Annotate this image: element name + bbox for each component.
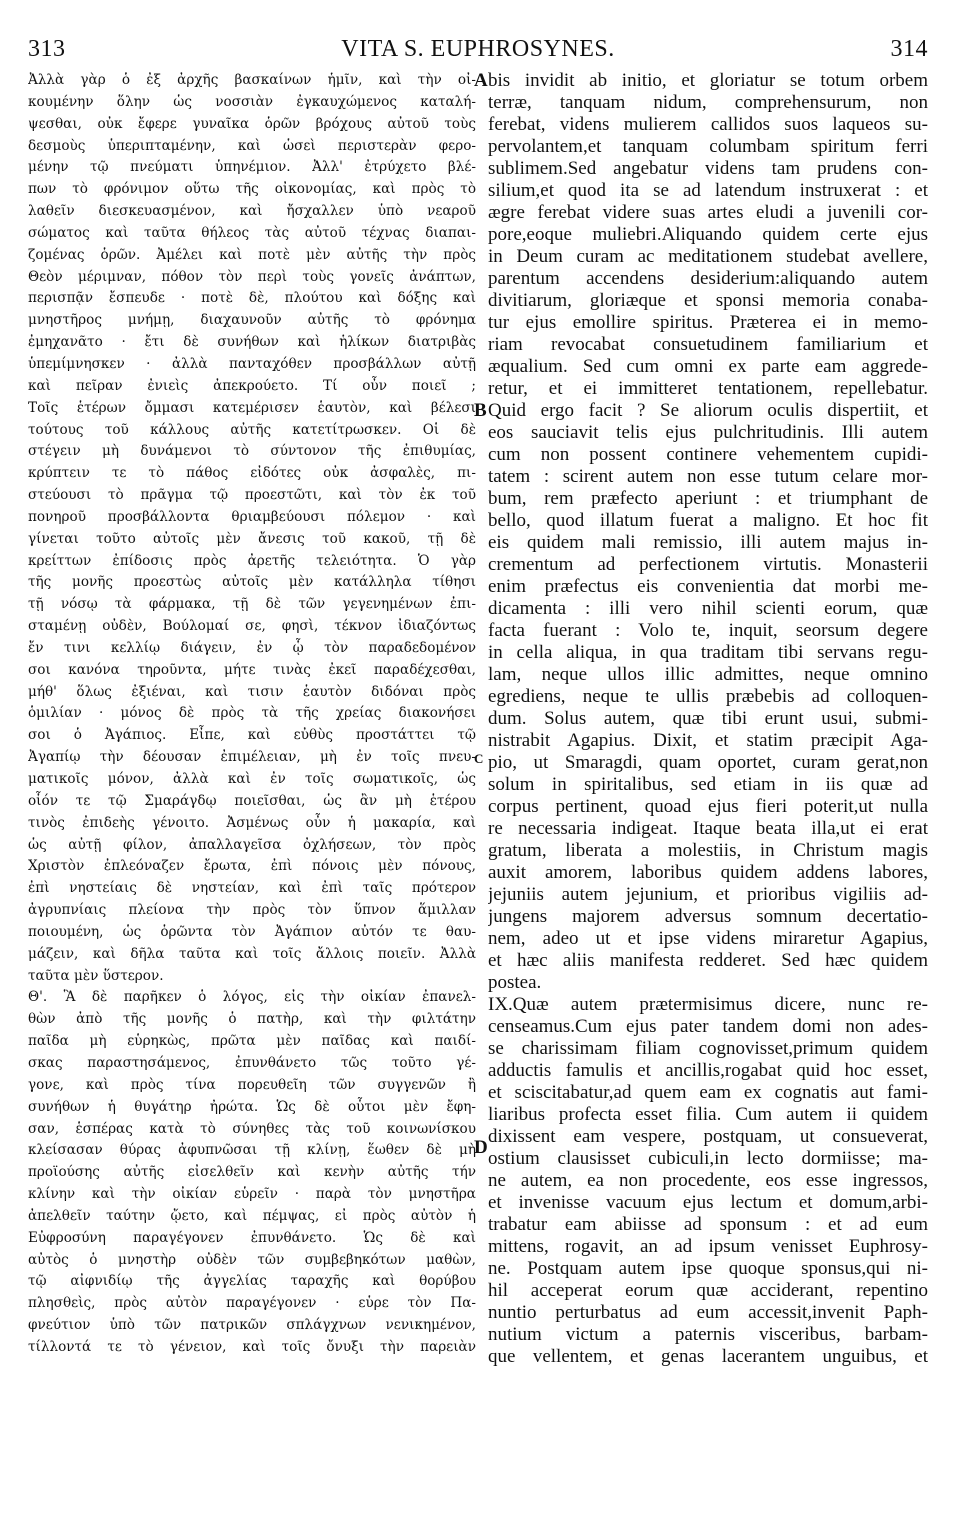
text-line: hil acceperat eorum quæ acciderant, repentino	[488, 1280, 928, 1301]
text-line: σώματος καὶ ταῦτα θήλεος τὰς αὐτοῦ τέχνας διαπαι-	[28, 224, 476, 241]
text-line: ποιουμένη, ὡς ὁρῶντα τὸν Ἀγάπιον αὐτόν τε θαυ-	[28, 923, 476, 940]
text-line: τίλλοντά τε τὸ γένειον, καὶ τοῖς ὄνυξι τὴν παρειὰν	[28, 1338, 476, 1355]
text-line: μάζειν, καὶ δῆλα ταῦτα καὶ τοῖς ἄλλοις ποιεῖν. Ἀλλὰ	[28, 945, 476, 962]
text-line: facta fuerant : Volo te, inquit, seorsum degere	[488, 620, 928, 641]
text-line: adductis famulis et ancillis,rogabat quid hoc esset,	[488, 1060, 928, 1081]
text-line: Θεὸν μέριμναν, πόθον τὸν περὶ τοὺς γονεῖς ἀνάπτων,	[28, 268, 476, 285]
text-line: ostium clausisset cubiculi,in lecto dormiisse; ma-	[488, 1148, 928, 1169]
text-line: cum non possent continere vehementem cupidi-	[488, 444, 928, 465]
text-line: φνεύτιον ὑπὸ τῶν πατρικῶν σπλάγχνων νενικημένον,	[28, 1317, 476, 1334]
text-line: ψεσθαι, οὐκ ἔφερε γυναῖκα ὁρῶν βρόχους αὐτοῦ τοὺς	[28, 115, 476, 132]
text-line: λαθεῖν διεσκευασμένον, καὶ ἤσχαλλεν ὑπὸ νεαροῦ	[28, 203, 476, 220]
margin-marker-a: A	[474, 70, 488, 91]
text-line: lam, neque ullos illic admittes, neque omnino	[488, 664, 928, 685]
text-line: Ἀλλὰ γὰρ ὁ ἐξ ἀρχῆς βασκαίνων ἡμῖν, καὶ τὴν οἰ-	[28, 72, 476, 88]
text-line: Τοῖς ἑτέρων ὄμμασι κατεμέρισεν ἑαυτὸν, καὶ βέλεσι	[28, 399, 476, 416]
text-line: Ἀγαπίῳ τὴν δέουσαν ἐπιμέλειαν, μὴ ἐν τοῖς πνευ-	[28, 749, 476, 766]
text-line: jejuniis autem jejunium, et prioribus vigiliis ad-	[488, 884, 928, 905]
text-line: ἐμηχανᾶτο · ἔτι δὲ συνήθων καὶ ἡλίκων διατριβὰς	[28, 334, 476, 351]
text-line: et invenisse vacuum ejus lectum et domum,arbi-	[488, 1192, 928, 1213]
text-line: æqualium. Sed cum omni ex parte eam aggrede-	[488, 356, 928, 377]
text-line: tur ejus emollire spiritus. Præterea ei in memo-	[488, 312, 928, 333]
text-line: silium,et quod ita se ad latendum instruxerat : et	[488, 180, 928, 201]
text-line: ματικοῖς μόνον, ἀλλὰ καὶ ἐν τοῖς σωματικοῖς, ὡς	[28, 771, 476, 787]
text-line: τῇ νόσῳ τὰ φάρμακα, τῇ δὲ τῶν γεγενημένων ἐπι-	[28, 596, 476, 613]
text-line: τῆς μονῆς προεστὼς αὐτοῖς μὲν κατάλληλα τίθησι	[28, 574, 476, 591]
text-line: pore,eoque muliebri.Aliquando quidem certe ejus	[488, 224, 928, 245]
text-line: postea.	[488, 972, 542, 993]
text-line: nutium victum a paternis visceribus, barbam-	[488, 1324, 928, 1345]
text-line: in Deum curam ac meditationem studebat avellere,	[488, 246, 928, 267]
text-line: κουμένην ὅλην ὡς νοσσιὰν ἐγκαυχώμενος καταλή-	[28, 93, 476, 110]
text-line: στέγειν μὴ δυνάμενοι τὸ σύντονον τῆς ἐπιθυμίας,	[28, 443, 476, 460]
text-line: σταμένῃ οὐδὲν, Βούλομαί σε, φησὶ, τέκνον ἰδιαζόντως	[28, 618, 476, 635]
text-line: nistrabit Agapius. Dixit, et statim præcipit Aga-	[488, 730, 928, 751]
text-line: in cella aliqua, in qua traditam tibi servans regu-	[488, 642, 928, 663]
running-title: VITA S. EUPHROSYNES.	[341, 36, 615, 62]
text-line: retur, et ei immitteret tentationem, repellebatur.	[488, 378, 928, 399]
text-line: τινὸς ἐπιδεὴς γένοιτο. Ἀσμένως οὖν ἡ μακαρία, καὶ	[28, 814, 476, 831]
text-line: egrediens, neque te ullis præbebis ad colloquen-	[488, 686, 928, 707]
text-line: liaribus profecta esset filia. Cum autem ii quidem	[488, 1104, 928, 1125]
text-line: καὶ πεῖραν ἐνιεὶς ἀπεκρούετο. Τί οὖν ποιεῖ ;	[28, 377, 476, 394]
text-line: IX.Quæ autem prætermisimus dicere, nunc re-	[488, 994, 928, 1015]
text-line: ὁμιλίαν · μόνος δὲ πρὸς τὰ τῆς χρείας διακονήσει	[28, 705, 476, 722]
text-line: ζομένας ὁρῶν. Ἀμέλει καὶ ποτὲ μὲν αὐτῆς τὴν πρὸς	[28, 246, 476, 263]
greek-text-column	[28, 70, 476, 1359]
text-line: se charissimam filiam cognovisset,primum quidem	[488, 1038, 928, 1059]
text-line: προϊούσης αὐτῆς εἰσελθεῖν καὶ κενὴν αὐτῆς τήν	[28, 1164, 476, 1181]
latin-text-column	[488, 70, 928, 1368]
text-line: Quid ergo facit ? Se aliorum oculis dispertiit, et	[488, 400, 928, 421]
margin-marker-c: C	[474, 751, 484, 766]
text-line: στεύουσι τὸ πρᾶγμα τῷ προεστῶτι, καὶ τὸν ἐκ τοῦ	[28, 487, 476, 504]
text-line: σοι ὁ Ἀγάπιος. Εἶπε, καὶ εὐθὺς προστάττει τῷ	[28, 727, 476, 744]
text-line: terræ, tanquam nidum, comprehensurum, non	[488, 92, 928, 113]
text-line: bis invidit ab initio, et gloriatur se totum orbem	[488, 70, 928, 91]
text-line: trabatur eam abiisse ad sponsum : et ad eum	[488, 1214, 928, 1235]
text-line: divitiarum, gloriæque et sponsi memoria conaba-	[488, 290, 928, 311]
text-line: pervolantem,et tanquam columbam spiritum ferri	[488, 136, 928, 157]
text-line: τούτους τοῦ κάλλους αὐτῆς κατετίτρωσκεν. Οἱ δὲ	[28, 421, 476, 438]
text-line: κλίνην καὶ τὴν οἰκίαν εὑρεῖν · παρὰ τὸν μνηστῆρα	[28, 1186, 476, 1203]
text-line: dum. Solus autem, quæ tibi erunt usui, submi-	[488, 708, 928, 729]
text-line: ὡς αὐτῇ φίλον, ἀπαλλαγεῖσα ὀχλήσεων, τὸν πρὸς	[28, 836, 476, 853]
text-line: Χριστὸν ἐπλεόναζεν ἔρωτα, ἐπὶ πόνοις μὲν πόνους,	[28, 858, 476, 875]
text-line: enim præfectus eis convenientia dat morbi me-	[488, 576, 928, 597]
text-line: riam revocabat consuetudinem familiarium et	[488, 334, 928, 355]
text-line: gratum, liberata a molestiis, in Christum magis	[488, 840, 928, 861]
text-line: bello, quod illatum fuerat a maligno. Et hoc fit	[488, 510, 928, 531]
text-line: ἀπελθεῖν ταύτην ᾤετο, καὶ πέμψας, εἰ πρὸς αὐτὸν ἡ	[28, 1207, 476, 1224]
text-line: ἐπὶ νηστείαις δὲ νηστείαν, καὶ ἐπὶ ταῖς πρότερον	[28, 880, 476, 897]
text-line: σοι κανόνα τηροῦντα, μήτε τινὰς ἐκεῖ παραδέχεσθαι,	[28, 661, 476, 678]
text-line: corpus pertinent, quoad ejus fieri poterit,ut nulla	[488, 796, 928, 817]
text-line: τῷ αἰφνιδίῳ τῆς ἀγγελίας ταραχῆς καὶ θορύβου	[28, 1273, 476, 1290]
page-header	[28, 36, 928, 66]
margin-marker-b: B	[474, 400, 487, 421]
text-line: ferebat, videns mulierem callidos suos laqueos su-	[488, 114, 928, 135]
text-line: πονηροῦ προσβάλλοντα θριαμβεύουσι πόλεμον · καὶ	[28, 508, 476, 525]
text-line: nem, adeo ut et ipse videns miraretur Agapius,	[488, 928, 928, 949]
text-line: ægre ferebat videre suas artes eludi a juvenili cor-	[488, 202, 928, 223]
text-line: πων τὸ φρόνιμον οὕτω τῆς οἰκονομίας, καὶ πρὸς τὸ	[28, 181, 476, 198]
text-line: θὼν ἀπὸ τῆς μονῆς ὁ πατὴρ, καὶ τὴν φιλτάτην	[28, 1011, 476, 1028]
text-line: ne autem, ea non procedente, eos esse ingressos,	[488, 1170, 928, 1191]
text-line: jungens majorem adversus somnum decertatio-	[488, 906, 928, 927]
text-line: et sciscitabatur,ad quem eam ex cognatis aut fami-	[488, 1082, 928, 1103]
text-line: σαν, ἑσπέρας κατὰ τὸ σύνηθες τὰς τοῦ κοινωνίσκου	[28, 1120, 476, 1137]
text-line: dixissent eam vespere, postquam, ut consueverat,	[488, 1126, 928, 1147]
page-number-left: 313	[28, 36, 66, 62]
text-line: Εὐφροσύνη παραγέγονεν ἐπυνθάνετο. Ὡς δὲ καὶ	[28, 1229, 476, 1246]
margin-marker-d: D	[474, 1137, 488, 1158]
text-line: nuntio perturbatus ad eum accessit,invenit Paph-	[488, 1302, 928, 1323]
text-line: eos sauciavit telis ejus pulchritudinis. Illi autem	[488, 422, 928, 443]
text-line: solum in spiritalibus, sed etiam in iis quæ ad	[488, 774, 928, 795]
text-line: re necessaria indigeat. Itaque beata illa,ut ei erat	[488, 818, 928, 839]
text-line: ταῦτα μὲν ὕστερον.	[28, 967, 164, 984]
text-line: κρείττων ἐπίδοσις πρὸς ἀρετῆς τελειότητα. Ὁ γὰρ	[28, 552, 476, 569]
text-line: ἔν τινι κελλίῳ διάγειν, ἐν ᾧ τὸν παραδεδομένον	[28, 639, 476, 656]
text-line: αὐτὸς ὁ μνηστὴρ οὐδὲν τῶν συμβεβηκότων μαθὼν,	[28, 1251, 476, 1268]
text-line: ὑπεμίμνησκεν · ἀλλὰ πανταχόθεν προσβάλλων αὐτῇ	[28, 355, 476, 372]
text-line: μήθ' ὅλως ἐξιέναι, καὶ τισιν ἑαυτὸν διδόναι πρὸς	[28, 683, 476, 700]
text-line: et hæc aliis manifesta redderet. Sed hæc quidem	[488, 950, 928, 971]
page-number-right: 314	[890, 36, 928, 62]
text-line: crementum ad perfectionem virtutis. Monasterii	[488, 554, 928, 575]
text-line: sublimem.Sed angebatur videns tam prudens con-	[488, 158, 928, 179]
text-line: κλείσασαν θύρας ἀφυπνῶσαι τῇ κλίνῃ, ἕωθεν δὲ μὴ	[28, 1142, 476, 1159]
text-line: περισπᾷν ἔσπευδε · ποτὲ δὲ, πλούτου καὶ δόξης καὶ	[28, 290, 476, 307]
text-line: bum, rem præfecto aperiunt : et triumphant de	[488, 488, 928, 509]
text-line: pio, ut Smaragdi, quam oportet, curam gerat,non	[488, 752, 928, 773]
text-line: πλησθεὶς, πρὸς αὐτὸν παραγέγονεν · εὑρε τὸν Πα-	[28, 1295, 476, 1312]
text-line: κρύπτειν τε τὸ πάθος εἰδότες οὐκ ἀσφαλὲς, πι-	[28, 465, 476, 482]
text-line: auxit amorem, laboribus quidem addens labores,	[488, 862, 928, 883]
text-line: que vellentem, et genas lacerantem unguibus, et	[488, 1346, 928, 1367]
text-line: censeamus.Cum ejus pater tandem domi non ades-	[488, 1016, 928, 1037]
text-line: eis quidem mali remissio, illi autem majus in-	[488, 532, 928, 553]
text-line: μνηστῆρος μνήμῃ, διαχαυνοῦν αὐτῆς τὸ φρόνημα	[28, 312, 476, 329]
text-line: γονε, καὶ πρὸς τίνα πορευθεῖη τῶν συγγενῶν ἢ	[28, 1076, 476, 1093]
text-line: ne. Postquam autem ipse quoque sponsus,qui ni-	[488, 1258, 928, 1279]
text-line: μένην τῷ πνεύματι ὑπηνέμιον. Ἀλλ' ἐτρύχετο βλέ-	[28, 159, 476, 176]
text-line: dicamenta : illi vero nihil scienti eorum, quæ	[488, 598, 928, 619]
text-line: παῖδα μὴ εὑρηκὼς, πρῶτα μὲν παῖδας καὶ παιδί-	[28, 1033, 476, 1050]
text-line: tatem : scirent autem non esse tutum celare mor-	[488, 466, 928, 487]
text-line: ἀγρυπνίαις πλείονα τὴν πρὸς τὸν ὕπνον ἅμιλλαν	[28, 902, 476, 919]
text-line: mittens, rogavit, an ad ipsum venisset Euphrosy-	[488, 1236, 928, 1257]
text-line: δεσμοὺς ὑπεριπταμένην, καὶ ὡσεὶ περιστερὰν φερο-	[28, 137, 476, 154]
text-line: parentum accendens desiderium:aliquando autem	[488, 268, 928, 289]
text-line: Θ'. Ἃ δὲ παρῆκεν ὁ λόγος, εἰς τὴν οἰκίαν ἐπανελ-	[28, 989, 476, 1006]
text-line: σκας παραστησάμενος, ἐπυνθάνετο τῶς τοῦτο γέ-	[28, 1054, 476, 1071]
text-line: γίνεται τοῦτο αὐτοῖς μὲν ἄνεσις τοῦ κακοῦ, τῇ δὲ	[28, 530, 476, 547]
text-line: συνήθων ἡ θυγάτηρ ἠρώτα. Ὡς δὲ οὗτοι μὲν ἔφη-	[28, 1098, 476, 1115]
text-line: οἷόν τε τῷ Σμαράγδῳ ποιεῖσθαι, ὡς ἂν μὴ ἑτέρου	[28, 792, 476, 809]
